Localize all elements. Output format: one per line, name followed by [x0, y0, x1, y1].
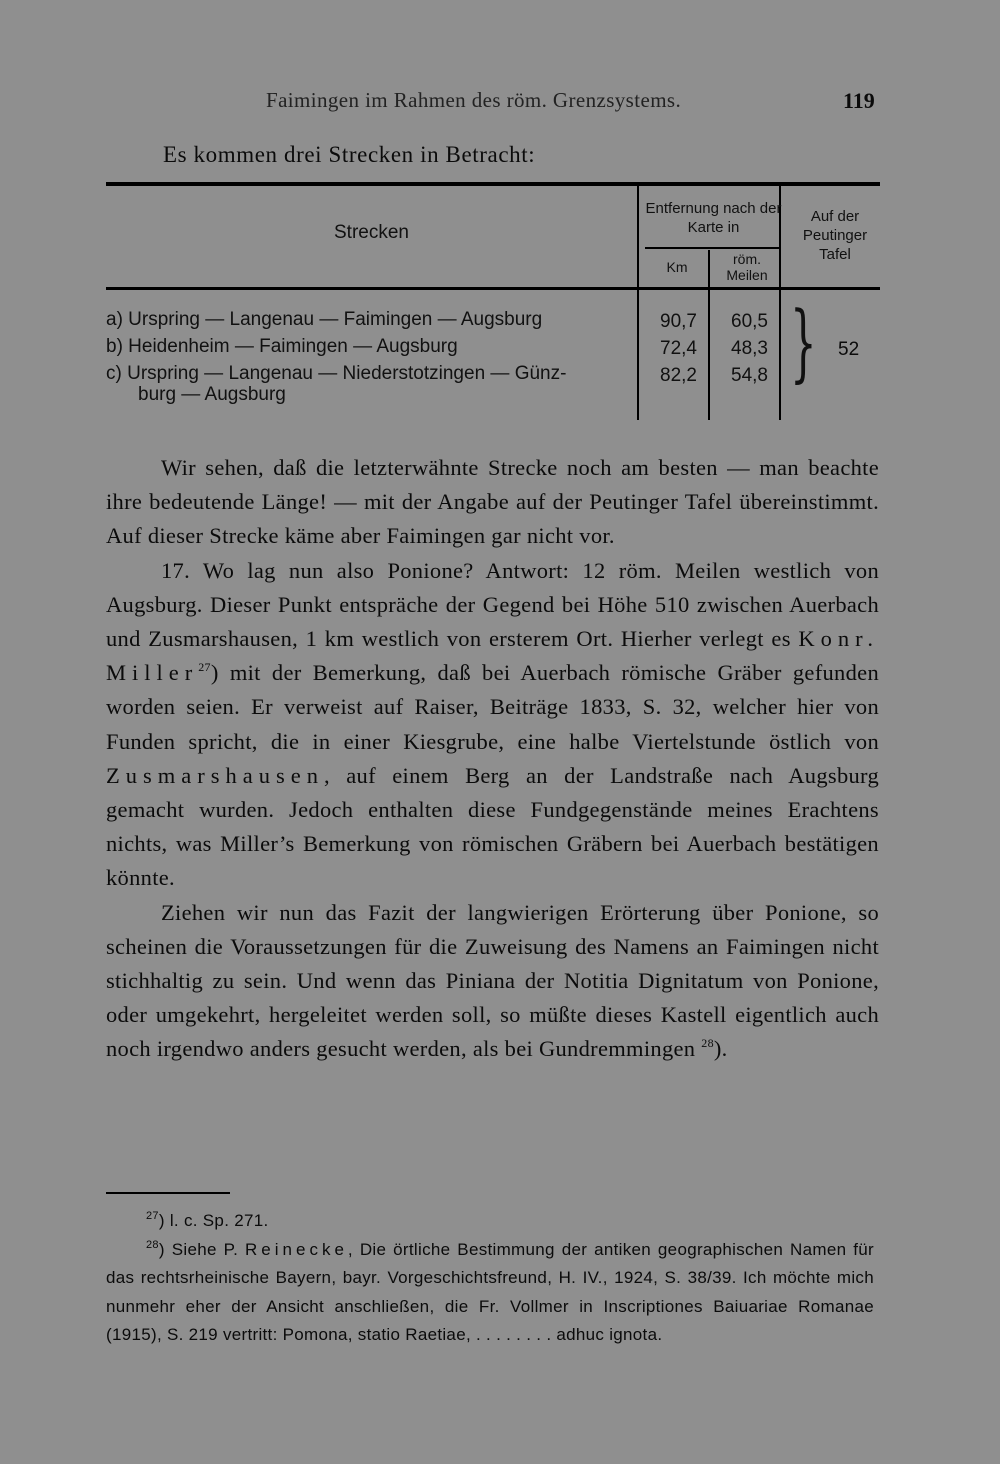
route-c-km: 82,2 — [660, 365, 697, 386]
paragraph-3-end: ). — [713, 1036, 728, 1062]
header-strecken: Strecken — [334, 222, 409, 243]
table-header-rule — [106, 287, 880, 290]
col-divider-2 — [708, 250, 710, 420]
footnote-ref-27: 27 — [198, 660, 211, 675]
header-peutinger: Auf der Peutinger Tafel — [802, 208, 868, 263]
paragraph-2-part-1: 17. Wo lag nun also Ponione? Antwort: 12 röm. Meilen westlich von Augsburg. Dieser Punkt entspräche der Gegend bei Höhe 510 zwischen Auerbach und Zusmarshausen, 1 km westlich von ersterem Ort. Hierher verlegt es — [106, 557, 879, 652]
paragraph-3 — [106, 896, 879, 1067]
route-c-meilen: 54,8 — [731, 365, 768, 386]
author-reinecke: Reinecke — [245, 1239, 348, 1259]
footnote-28-text: , Die örtliche Bestimmung der antiken geographischen Namen für das rechtsrheinische Bayern, bayr. Vorgeschichtsfreund, H. IV., 1924, S. 38/39. Ich möchte mich nunmehr eher der Ansicht anschließen, die Fr. Vollmer in Inscriptiones Baiuariae Romanae (1915), S. 219 vertritt: Pomona, statio Raetiae, . . . . . . . . adhuc ignota. — [106, 1239, 874, 1345]
footnote-divider — [106, 1192, 230, 1194]
paragraph-3-text: Ziehen wir nun das Fazit der langwierigen Erörterung über Ponione, so scheinen die Voraussetzungen für die Zuweisung des Namens an Faimingen nicht stichhaltig zu sein. Und wenn das Piniana der Notitia Dignitatum von Ponione, oder umgekehrt, hergeleitet werden soll, so müßte dieses Kastell eigentlich auch noch irgendwo anders gesucht werden, als bei Gundremmingen — [106, 899, 879, 1062]
header-km: Km — [666, 259, 688, 275]
paragraph-2 — [106, 554, 879, 896]
footnotes — [106, 1207, 874, 1350]
author-konr: Konr. — [798, 626, 879, 652]
footnote-ref-28: 28 — [701, 1036, 714, 1051]
route-b-label: b) Heidenheim — Faimingen — Augsburg — [106, 336, 458, 357]
right-brace: } — [790, 293, 817, 391]
author-miller: Miller — [106, 660, 199, 686]
page-number: 119 — [843, 88, 875, 113]
route-c-label: c) Urspring — Langenau — Niederstotzingen — Günz- — [106, 363, 567, 384]
route-a-label: a) Urspring — Langenau — Faimingen — Augsburg — [106, 309, 543, 330]
route-c-label-cont: burg — Augsburg — [138, 384, 286, 405]
footnote-27-text: ) l. c. Sp. 271. — [158, 1211, 269, 1230]
header-meilen: röm. Meilen — [726, 251, 768, 283]
footnote-27-mark: 27 — [146, 1210, 159, 1222]
footnote-28-pre: ) Siehe P. — [158, 1239, 246, 1259]
subheader-rule — [645, 247, 780, 249]
route-b-meilen: 48,3 — [731, 338, 768, 359]
route-a-km: 90,7 — [660, 311, 697, 332]
intro-line: Es kommen drei Strecken in Betracht: — [163, 142, 536, 167]
footnote-28-mark: 28 — [146, 1238, 159, 1251]
place-zusmarshausen: Zusmarshausen — [106, 762, 324, 788]
col-divider-1 — [637, 186, 639, 420]
footnote-27 — [106, 1207, 874, 1236]
table-top-rule — [106, 182, 880, 186]
paragraph-2-part-3: , auf einem Berg an der Landstraße nach Augsburg gemacht wurden. Jedoch enthalten diese Fundgegenstände meines Erachtens nichts, was Miller’s Bemerkung von römischen Gräbern bei Auerbach bestätigen könnte. — [106, 762, 879, 891]
route-a-meilen: 60,5 — [731, 311, 768, 332]
route-b-km: 72,4 — [660, 338, 697, 359]
paragraph-2-part-2: ) mit der Bemerkung, daß bei Auerbach römische Gräber gefunden worden seien. Er verweist auf Raiser, Beiträge 1833, S. 32, welcher hier von Funden spricht, die in einer Kiesgrube, eine halbe Viertelstunde östlich von — [106, 660, 879, 754]
body-text — [106, 451, 879, 1067]
footnote-28 — [106, 1236, 874, 1350]
peutinger-value: 52 — [838, 339, 860, 360]
header-entfernung: Entfernung nach der Karte in — [645, 200, 782, 236]
paragraph-1: Wir sehen, daß die letzterwähnte Strecke noch am besten — man beachte ihre bedeutende Länge! — mit der Angabe auf der Peutinger Tafel übereinstimmt. Auf dieser Strecke käme aber Faimingen gar nicht vor. — [106, 455, 879, 549]
running-title: Faimingen im Rahmen des röm. Grenzsystems. — [266, 88, 682, 112]
